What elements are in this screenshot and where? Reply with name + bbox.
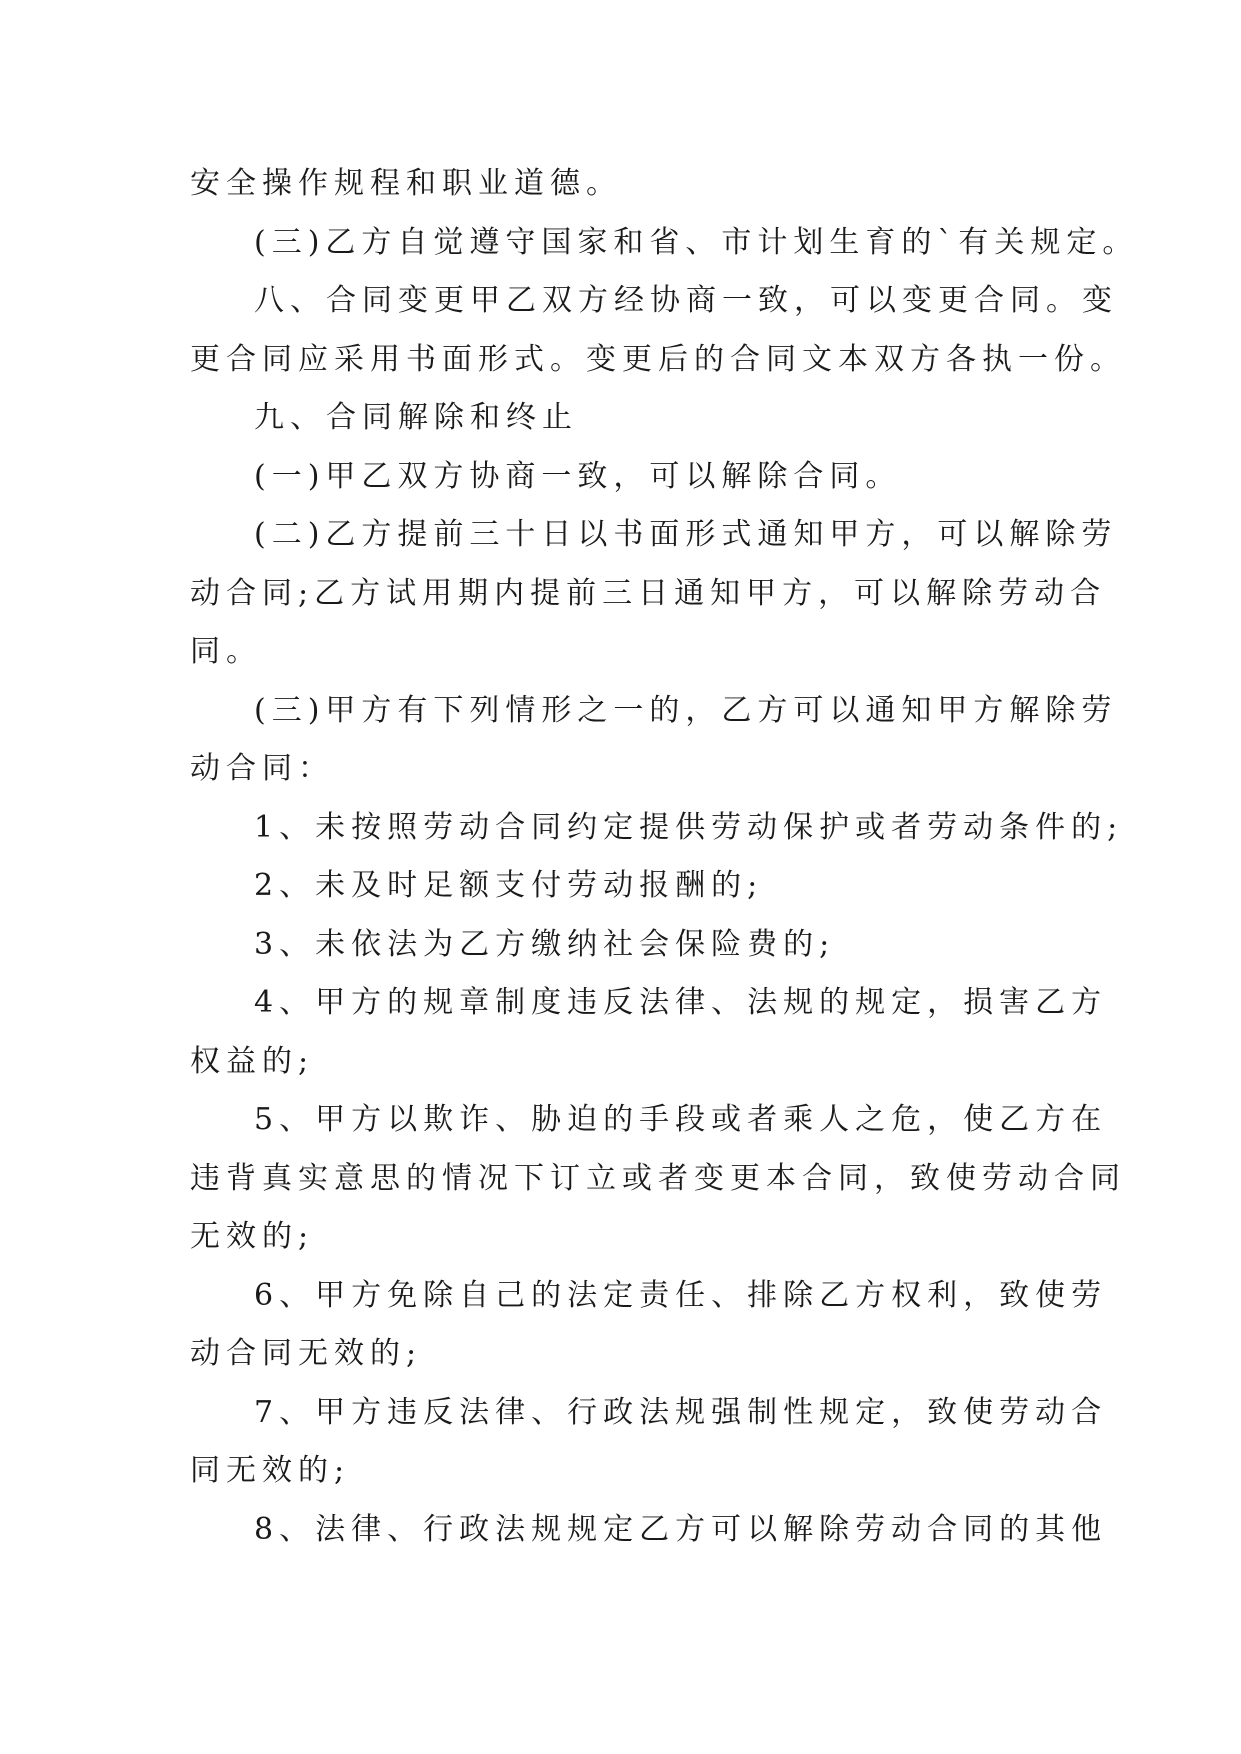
text-line: (三)甲方有下列情形之一的，乙方可以通知甲方解除劳 [254, 692, 1118, 728]
text-line: 违背真实意思的情况下订立或者变更本合同，致使劳动合同 [190, 1160, 1126, 1196]
list-item: 1、未按照劳动合同约定提供劳动保护或者劳动条件的; [254, 809, 1124, 845]
text-line: 动合同： [190, 751, 334, 786]
text-line: 同无效的; [190, 1453, 351, 1488]
list-item: 8、法律、行政法规规定乙方可以解除劳动合同的其他 [254, 1511, 1108, 1547]
text-line: 更合同应采用书面形式。变更后的合同文本双方各执一份。 [190, 341, 1126, 377]
list-item: 7、甲方违反法律、行政法规强制性规定，致使劳动合 [254, 1394, 1108, 1430]
text-line: (三)乙方自觉遵守国家和省、市计划生育的`有关规定。 [254, 224, 1139, 260]
list-item: 3、未依法为乙方缴纳社会保险费的; [254, 926, 836, 962]
text-line: 动合同无效的; [190, 1336, 423, 1371]
list-item: 2、未及时足额支付劳动报酬的; [254, 868, 764, 903]
text-line: (一)甲乙双方协商一致，可以解除合同。 [254, 458, 902, 494]
list-item: 4、甲方的规章制度违反法律、法规的规定，损害乙方 [254, 985, 1108, 1020]
text-line: 动合同;乙方试用期内提前三日通知甲方，可以解除劳动合 [190, 575, 1107, 611]
text-line: 安全操作规程和职业道德。 [190, 166, 622, 201]
text-line: 八、合同变更甲乙双方经协商一致，可以变更合同。变 [254, 283, 1118, 318]
list-item: 6、甲方免除自己的法定责任、排除乙方权利，致使劳 [254, 1277, 1108, 1313]
list-item: 5、甲方以欺诈、胁迫的手段或者乘人之危，使乙方在 [254, 1102, 1108, 1137]
text-line: (二)乙方提前三十日以书面形式通知甲方，可以解除劳 [254, 517, 1118, 552]
document-body [190, 155, 1139, 1559]
text-line: 无效的; [190, 1219, 315, 1254]
text-line: 同。 [190, 634, 262, 669]
text-line: 权益的; [190, 1043, 315, 1079]
section-heading: 九、合同解除和终止 [254, 400, 578, 435]
